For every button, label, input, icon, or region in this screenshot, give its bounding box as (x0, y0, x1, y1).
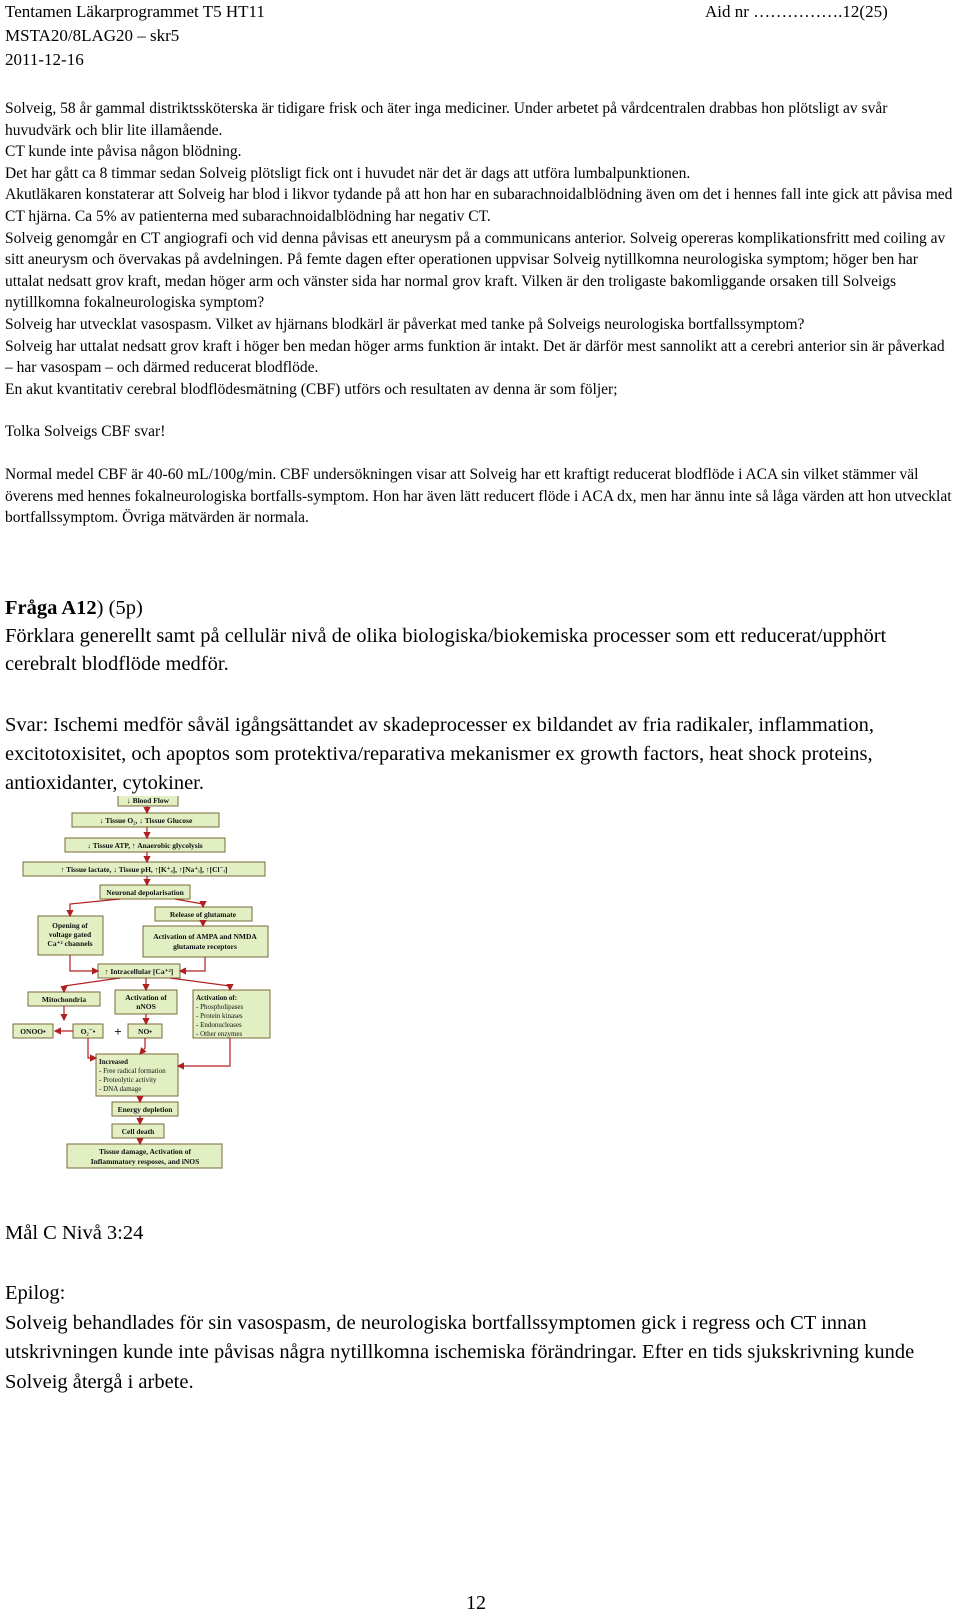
label-enzyme-item: - Phospholipases (196, 1003, 244, 1011)
label-tissue-lactate: ↑ Tissue lactate, ↓ Tissue pH, ↑[K⁺ₑ], ↑[Na⁺ᵢ], ↑[Cl⁻ᵢ] (60, 865, 228, 874)
label-mitochondria: Mitochondria (41, 995, 87, 1004)
label-increased-item: - Proteolytic activity (99, 1076, 157, 1084)
arrow (178, 1038, 230, 1066)
label-enzyme-item: - Endonucleases (196, 1021, 242, 1029)
header-date: 2011-12-16 (5, 50, 84, 69)
label-ampa-1: Activation of AMPA and NMDA (153, 932, 257, 941)
label-enzyme-item: - Protein kinases (196, 1012, 243, 1020)
label-blood-flow: ↓ Blood Flow (126, 796, 170, 805)
epilog (5, 1279, 955, 1397)
epilog-title: Epilog: (5, 1282, 66, 1304)
label-cell-death: Cell death (121, 1127, 155, 1136)
label-no: NO• (138, 1027, 152, 1036)
label-nnos-2: nNOS (136, 1002, 156, 1011)
label-opening-2: voltage gated (48, 930, 92, 939)
label-nnos-1: Activation of (125, 993, 167, 1002)
header-aid: Aid nr …………….12(25) (705, 2, 888, 21)
arrow (175, 899, 203, 907)
label-release-glutamate: Release of glutamate (169, 910, 237, 919)
page-number: 12 (466, 1592, 486, 1614)
arrow (140, 1038, 145, 1054)
label-tissue-atp: ↓ Tissue ATP, ↑ Anaerobic glycolysis (87, 841, 203, 850)
case-paragraph: Det har gått ca 8 timmar sedan Solveig plötsligt fick ont i huvudet när det är dags att utföra lumbalpunktionen. (5, 164, 691, 182)
case-paragraph: CT kunde inte påvisa någon blödning. (5, 143, 242, 161)
case-paragraph: En akut kvantitativ cerebral blodflödesmätning (CBF) utförs och resultaten av denna är som följer; (5, 380, 618, 398)
question-text: Förklara generellt samt på cellulär nivå de olika biologiska/biokemiska processer som ett reducerat/upphört cerebralt blodflöde medför. (5, 625, 887, 675)
label-onoo: ONOO• (20, 1027, 46, 1036)
label-enzyme-item: - Other enzymes (196, 1030, 243, 1038)
label-increased-title: Increased (99, 1058, 129, 1066)
label-plus: + (114, 1024, 122, 1039)
label-ampa-2: glutamate receptors (173, 942, 237, 951)
case-paragraph: Solveig har uttalat nedsatt grov kraft i höger ben medan höger arms funktion är intakt. Det är därför mest sannolikt att a cerebri anterior sin är påverkad – har vasospam – och därmed reducerat blodflöde. (5, 337, 945, 377)
epilog-text: Solveig behandlades för sin vasospasm, de neurologiska bortfallssymptomen gick i regress och CT innan utskrivningen kunde inte påvisas några nytillkomna ischemiska förändringar. Efter en tids sjukskrivning kunde Solveig återgå i arbete. (5, 1311, 915, 1393)
case-paragraph: Akutläkaren konstaterar att Solveig har blod i likvor tydande på att hon har en subarachnoidalblödning även om det i hennes fall inte gick att påvisa med CT hjärna. Ca 5% av patienterna med subarachnoidalblödning har negativ CT. (5, 186, 953, 225)
cbf-text: Normal medel CBF är 40-60 mL/100g/min. CBF undersökningen visar att Solveig har ett kraftigt reducerat blodflöde i ACA sin vilket stämmer väl överens med hennes fokalneurologiska bortfalls-symptom. Hon har även lätt reducert flöde i ACA dx, men har ännu inte så låga värden att hon utvecklat bortfallssymptom. Övriga mätvärden är normala. (5, 465, 952, 527)
answer-text: Svar: Ischemi medför såväl igångsättandet av skadeprocesser ex bildandet av fria radikaler, inflammation, excitotoxisitet, och apoptos som protektiva/reparativa mekanismer ex growth factors, heat shock proteins, antioxidanter, cytokiner. (5, 714, 874, 794)
label-opening-3: Ca⁺² channels (47, 939, 93, 948)
arrow (70, 899, 120, 916)
label-tissue-damage-2: Inflammatory resposes, and iNOS (90, 1157, 200, 1166)
case-paragraph: Solveig har utvecklat vasospasm. Vilket av hjärnans blodkärl är påverkat med tanke på Solveigs neurologiska bortfallssymptom? (5, 315, 805, 333)
label-increased-item: - Free radical formation (99, 1067, 166, 1075)
arrow (180, 957, 205, 971)
arrow (88, 1038, 96, 1058)
header-code: MSTA20/8LAG20 – skr5 (5, 26, 180, 45)
question (5, 594, 955, 678)
arrow (64, 978, 120, 992)
arrow (70, 955, 98, 971)
mal-text: Mål C Nivå 3:24 (5, 1222, 144, 1244)
label-o2-radical: O₂⁻• (80, 1027, 96, 1036)
case-paragraph: Solveig, 58 år gammal distriktssköterska är tidigare frisk och äter inga mediciner. Under arbetet på vårdcentralen drabbas hon plötsligt av svår huvudvärk och blir lite illamående. (5, 100, 888, 139)
label-neuronal-depol: Neuronal depolarisation (106, 888, 184, 897)
answer (5, 711, 955, 798)
label-intracellular-ca: ↑ Intracellular [Ca⁺²] (104, 967, 174, 976)
question-label: Fråga A12 (5, 597, 97, 619)
label-tissue-o2: ↓ Tissue O₂, ↓ Tissue Glucose (99, 816, 193, 825)
label-increased-item: - DNA damage (99, 1085, 142, 1093)
question-title (5, 594, 955, 622)
tolka-text: Tolka Solveigs CBF svar! (5, 423, 166, 441)
question-points: ) (5p) (96, 597, 143, 619)
label-tissue-damage-1: Tissue damage, Activation of (99, 1147, 191, 1156)
label-opening-1: Opening of (52, 921, 88, 930)
ischemia-flowchart (0, 796, 290, 1196)
arrow (170, 978, 230, 990)
case-paragraph: Solveig genomgår en CT angiografi och vid denna påvisas ett aneurysm på a communicans anterior. Solveig opereras komplikationsfritt med coiling av sitt aneurysm och övervakas på avdelningen. På femte dagen efter operationen uppvisar Solveig nytillkomna neurologiska symptom; höger ben har uttalat nedsatt grov kraft, medan höger arm och vänster sida har normal grov kraft. Vilken är den troligaste bakomliggande orsaken till Solveigs nytillkomna fokalneurologiska symptom? (5, 229, 946, 312)
header-title: Tentamen Läkarprogrammet T5 HT11 (5, 2, 265, 21)
case-text (5, 98, 955, 529)
label-energy-depletion: Energy depletion (117, 1105, 173, 1114)
label-enzymes-title: Activation of: (196, 994, 238, 1002)
